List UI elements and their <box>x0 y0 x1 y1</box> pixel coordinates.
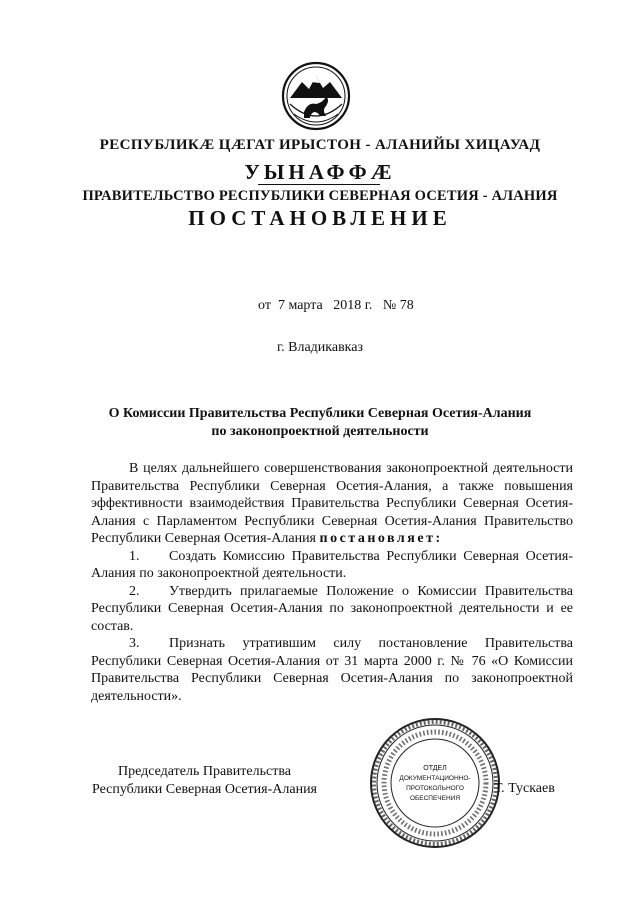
title-line-1: О Комиссии Правительства Республики Северная Осетия-Алания <box>108 406 532 421</box>
title-line-2: по законопроектной деятельности <box>211 424 429 439</box>
header-resolution-title: ПОСТАНОВЛЕНИЕ <box>188 206 452 230</box>
preamble-text: В целях дальнейшего совершенствования законопроектной деятельности Правительства Республики Северная Осетия-Алания, а также повышения эффективности взаимодействия Правительства Республики Северная Осетия-Алания с Парламентом Республики Северная Осетия-Алания Правительство Республики Северная Осетия-Алания <box>91 461 573 546</box>
item-number: 1. <box>129 548 140 564</box>
item-text: Признать утратившим силу постановление Правительства Республики Северная Осетия-Алания от 31 марта 2000 г. № 76 «О Комиссии Правительства Республики Северная Осетия-Алания по законопроектной деятельности». <box>91 636 573 704</box>
list-item <box>91 548 573 583</box>
resolution-title <box>60 405 580 441</box>
stamp-line-3: ПРОТОКОЛЬНОГО <box>406 785 464 792</box>
item-number: 2. <box>129 583 140 599</box>
document-date-line <box>258 298 414 314</box>
signatory-name: Т. Тускаев <box>494 781 555 796</box>
stamp-line-2: ДОКУМЕНТАЦИОННО- <box>399 775 471 782</box>
item-number: 3. <box>129 636 140 651</box>
stamp-line-4: ОБЕСПЕЧЕНИЯ <box>409 795 461 802</box>
document-number: № 78 <box>382 298 414 313</box>
signatory-title-line-2: Республики Северная Осетия-Алания <box>92 782 317 797</box>
item-text: Утвердить прилагаемые Положение о Комиссии Правительства Республики Северная Осетия-Алания по законопроектной деятельности и ее состав. <box>91 583 573 634</box>
list-item <box>91 583 573 636</box>
signature-block <box>92 763 317 799</box>
preamble-paragraph <box>91 460 573 548</box>
header-ossetian-government: РЕСПУБЛИКӔ ЦӔГАТ ИРЫСТОН - АЛАНИЙЫ ХИЦАУАД <box>99 137 541 153</box>
coat-of-arms-emblem-icon <box>280 58 352 136</box>
official-stamp-seal-icon <box>368 716 502 850</box>
resolves-word: постановляет: <box>319 531 443 546</box>
header-ossetian-resolution: УЫНАФФӔ <box>244 160 396 184</box>
date-prefix: от <box>258 298 271 313</box>
resolution-body <box>91 460 573 705</box>
header-government-name: ПРАВИТЕЛЬСТВО РЕСПУБЛИКИ СЕВЕРНАЯ ОСЕТИЯ - АЛАНИЯ <box>82 188 558 204</box>
list-item <box>91 635 573 705</box>
document-year: 2018 г. <box>333 298 373 313</box>
signatory-title-line-1: Председатель Правительства <box>118 764 291 779</box>
header-divider <box>258 184 380 185</box>
stamp-line-1: ОТДЕЛ <box>423 765 447 772</box>
document-date: 7 марта <box>277 298 323 313</box>
item-text: Создать Комиссию Правительства Республики Северная Осетия-Алания по законопроектной деятельности. <box>91 548 573 581</box>
document-city: г. Владикавказ <box>276 340 364 355</box>
